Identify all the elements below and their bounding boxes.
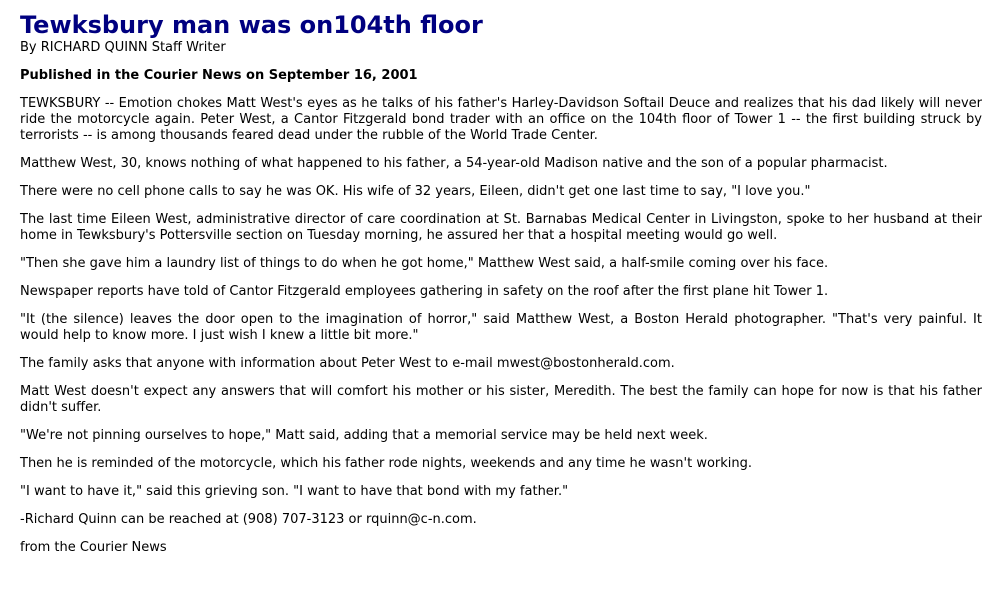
source-line: from the Courier News	[20, 540, 167, 555]
paragraph-1: TEWKSBURY -- Emotion chokes Matt West's eyes as he talks of his father's Harley-Davidson Softail Deuce and realizes that his dad likely will never ride the motorcycle again. Peter West, a Cantor Fitzgerald bond trader with an office on the 104th floor of Tower 1 -- the first building struck by terrorists -- is among thousands feared dead under the rubble of the World Trade Center.	[20, 96, 982, 143]
paragraph-9: Matt West doesn't expect any answers that will comfort his mother or his sister, Meredith. The best the family can hope for now is that his father didn't suffer.	[20, 384, 982, 415]
byline: By RICHARD QUINN Staff Writer	[20, 40, 226, 55]
paragraph-4: The last time Eileen West, administrative director of care coordination at St. Barnabas Medical Center in Livingston, spoke to her husband at their home in Tewksbury's Pottersville section on Tuesday morning, he assured her that a hospital meeting would go well.	[20, 212, 982, 243]
contact-line: -Richard Quinn can be reached at (908) 707-3123 or rquinn@c-n.com.	[20, 512, 477, 527]
paragraph-5: "Then she gave him a laundry list of things to do when he got home," Matthew West said, a half-smile coming over his face.	[20, 256, 829, 271]
paragraph-8: The family asks that anyone with information about Peter West to e-mail mwest@bostonherald.com.	[20, 356, 675, 371]
paragraph-12: "I want to have it," said this grieving son. "I want to have that bond with my father."	[20, 484, 569, 499]
paragraph-7: "It (the silence) leaves the door open to the imagination of horror," said Matthew West, a Boston Herald photographer. "That's very painful. It would help to know more. I just wish I knew a little bit more."	[20, 312, 982, 343]
paragraph-3: There were no cell phone calls to say he was OK. His wife of 32 years, Eileen, didn't get one last time to say, "I love you."	[20, 184, 811, 199]
paragraph-6: Newspaper reports have told of Cantor Fitzgerald employees gathering in safety on the roof after the first plane hit Tower 1.	[20, 284, 829, 299]
publication-line: Published in the Courier News on September 16, 2001	[20, 68, 418, 83]
paragraph-11: Then he is reminded of the motorcycle, which his father rode nights, weekends and any time he wasn't working.	[20, 456, 753, 471]
paragraph-10: "We're not pinning ourselves to hope," Matt said, adding that a memorial service may be held next week.	[20, 428, 708, 443]
headline: Tewksbury man was on104th floor	[20, 11, 483, 39]
paragraph-2: Matthew West, 30, knows nothing of what happened to his father, a 54-year-old Madison native and the son of a popular pharmacist.	[20, 156, 888, 171]
